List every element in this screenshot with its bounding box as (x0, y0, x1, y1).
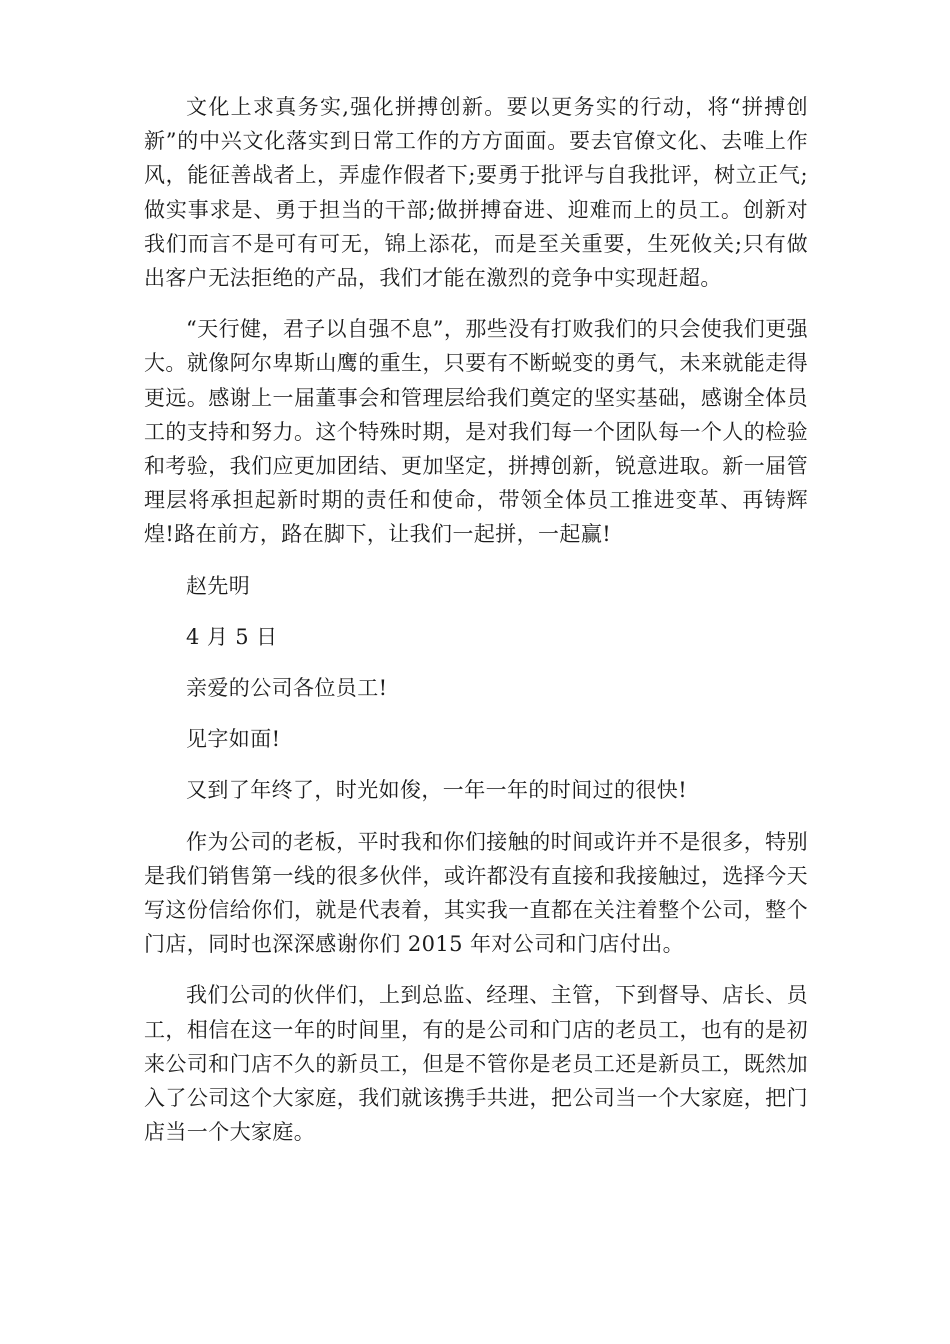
paragraph-partners: 我们公司的伙伴们，上到总监、经理、主管，下到督导、店长、员工，相信在这一年的时间里，有的是公司和门店的老员工，也有的是初来公司和门店不久的新员工，但是不管你是老员工还是新员工，既然加入了公司这个大家庭，我们就该携手共进，把公司当一个大家庭，把门店当一个大家庭。 (144, 983, 808, 1145)
signature-date: 4 月 5 日 (186, 624, 278, 649)
paragraph-tianxingjian: “天行健，君子以自强不息”，那些没有打败我们的只会使我们更强大。就像阿尔卑斯山鹰的重生，只要有不断蜕变的勇气，未来就能走得更远。感谢上一届董事会和管理层给我们奠定的坚实基础，感谢全体员工的支持和努力。这个特殊时期，是对我们每一个团队每一个人的检验和考验，我们应更加团结、更加坚定，拼搏创新，锐意进取。新一届管理层将承担起新时期的责任和使命，带领全体员工推进变革、再铸辉煌!路在前方，路在脚下，让我们一起拼，一起赢! (144, 317, 808, 547)
paragraph-culture: 文化上求真务实,强化拼搏创新。要以更务实的行动，将“拼搏创新”的中兴文化落实到日常工作的方方面面。要去官僚文化、去唯上作风，能征善战者上，弄虚作假者下;要勇于批评与自我批评，树立正气;做实事求是、勇于担当的干部;做拼搏奋进、迎难而上的员工。创新对我们而言不是可有可无，锦上添花，而是至关重要，生死攸关;只有做出客户无法拒绝的产品，我们才能在激烈的竞争中实现赶超。 (144, 95, 808, 291)
paragraph-year-end: 又到了年终了，时光如俊，一年一年的时间过的很快! (186, 778, 688, 803)
letter-greeting: 见字如面! (186, 727, 281, 752)
document-body (144, 90, 808, 1166)
paragraph-boss: 作为公司的老板，平时我和你们接触的时间或许并不是很多，特别是我们销售第一线的很多伙伴，或许都没有直接和我接触过，选择今天写这份信给你们，就是代表着，其实我一直都在关注着整个公司，整个门店，同时也深深感谢你们 2015 年对公司和门店付出。 (144, 829, 808, 957)
signature-name: 赵先明 (186, 573, 251, 598)
letter-salutation: 亲爱的公司各位员工! (186, 676, 388, 701)
